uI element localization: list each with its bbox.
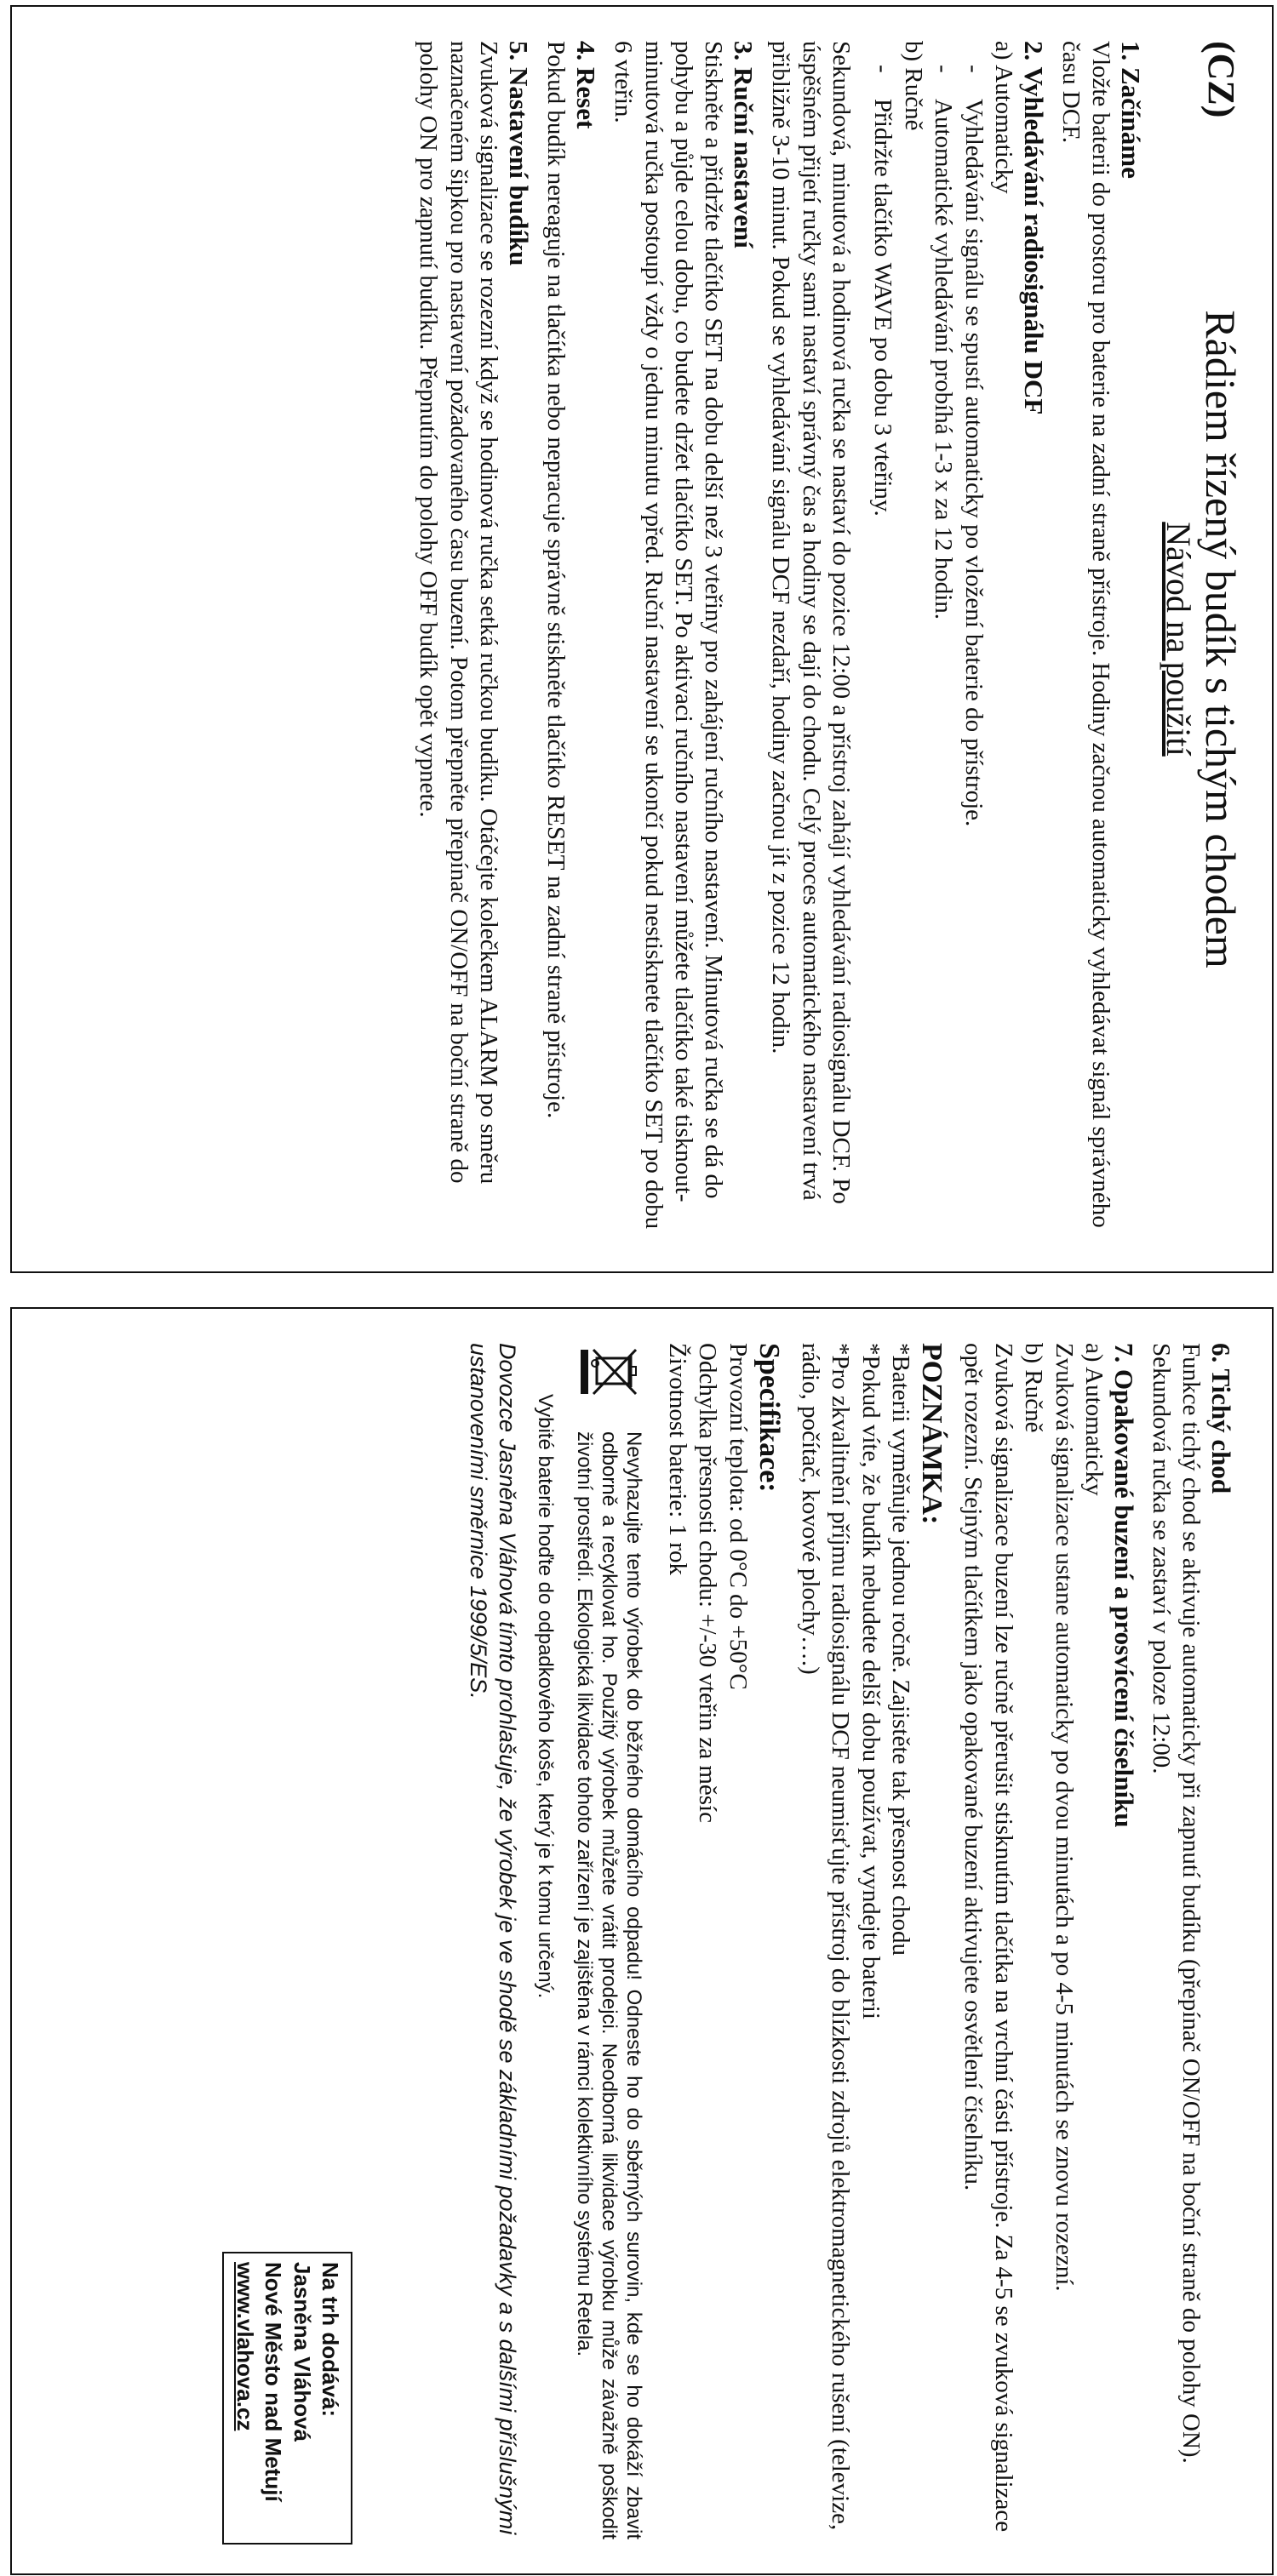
language-label: (CZ) (1200, 41, 1242, 118)
section-text: Zvuková signalizace buzení lze ručně přerušit stisknutím tlačítka na vrchní části přístroje. Za 4-5 se zvuková signalizace opět rozezní. Stejným tlačítkem jako opakované buzení aktivujete osvětlení číselníku. (959, 1343, 1017, 2533)
subsection-label: b) Ručně (1020, 1343, 1048, 1433)
section-text: Zvuková signalizace se rozezní když se hodinová ručka setká ručkou budíku. Otáčejte kolečkem ALARM po směru naznačeném šipkou pro nastavení požadovaného času buzení. Potom přepněte přepínač ON/OFF na boční straně do polohy ON pro zapnutí budíku. Přepnutím do polohy OFF budík opět vypnete. (415, 41, 503, 1185)
section-text: Pokud budík nereaguje na tlačítka nebo nepracuje správně stiskněte tlačítko RESET na zadní straně přístroje. (542, 41, 570, 1119)
note-item: *Pokud víte, že budík nebudete delší dobu používat, vyndejte baterii (856, 1343, 885, 2019)
document-title: Rádiem řízený budík s tichým chodem (1197, 310, 1245, 968)
spec-item: Odchylka přesnosti chodu: +/-30 vteřin za měsíc (694, 1343, 722, 1823)
document-subtitle: Návod na použití (1160, 522, 1198, 757)
section-text: Funkce tichý chod se aktivuje automaticky při zapnutí budíku (přepínač ON/OFF na boční straně do polohy ON). Sekundová ručka se zastaví v poloze 12:00. (1147, 1343, 1205, 2464)
supplier-line: Na trh dodává: (318, 2262, 343, 2418)
conformity-declaration: Dovozce Jasněna Vláhová tímto prohlašuje, že výrobek je ve shodě se základními požadavky a s dalšími příslušnými ustanoveními směrnice 1999/5/ES. (465, 1343, 520, 2535)
section-heading: 4. Reset (570, 41, 601, 129)
supplier-line: Nové Město nad Metují (261, 2262, 287, 2502)
supplier-line: Jasněna Vláhová (289, 2262, 315, 2442)
spec-heading: Specifikace: (753, 1343, 785, 1493)
note-item: *Pro zkvalitnění příjmu radiosignálu DCF neumisťujte přístroj do blízkosti zdrojů elektromagnetického rušení (televize, rádio, počítač, kovové plochy….) (796, 1343, 855, 2531)
disposal-block (572, 1343, 647, 2539)
instruction-panel-bottom (10, 1307, 1274, 2575)
section-heading: 7. Opakované buzení a prosvícení číselníku (1108, 1343, 1139, 1828)
battery-disposal-text: Vybité baterie hoďte do odpadkového koše, který je k tomu určený. (533, 1394, 557, 1999)
subsection-label: a) Automaticky (989, 41, 1017, 194)
note-heading: POZNÁMKA: (916, 1343, 948, 1525)
spec-item: Životnost baterie: 1 rok (663, 1343, 691, 1576)
section-heading: 2. Vyhledávání radiosignálu DCF (1018, 41, 1049, 415)
section-text: Vložte baterii do prostoru pro baterie na zadní straně přístroje. Hodiny začnou automaticky vyhledávat signál správného času DCF. (1057, 41, 1115, 1228)
disposal-text: Nevyhazujte tento výrobek do běžného domácího odpadu! Odneste ho do sběrných surovin, kde se ho dokáží zbavit odborně a recyklovat ho. Použitý výrobek můžete vrátit prodejci. Neodborná likvidace výrobku může závažně poškodit životní prostředí. Ekologická likvidace tohoto zařízení je zajištěna v rámci kolektivního systému Retela. (572, 1431, 646, 2539)
list-item: -Vyhledávání signálu se spustí automaticky po vložení baterie do přístroje. (959, 65, 988, 827)
crossed-bin-icon (580, 1346, 639, 1397)
section-heading: 5. Nastavení budíku (503, 41, 534, 266)
list-item: -Přidržte tlačítko WAVE po dobu 3 vteřiny. (869, 65, 897, 517)
section-text: Zvuková signalizace ustane automaticky po dvou minutách a po 4-5 minutách se znovu rozezní. (1050, 1343, 1078, 2292)
section-text: Stiskněte a přidržte tlačítko SET na dobu delší než 3 vteřiny pro zahájení ručního nastavení. Minutová ručka se dá do pohybu a půjde celou dobu, co budete držet tlačítko SET. Po aktivaci ručního nastavení můžete tlačítko také tisknout- minutová ručka postoupí vždy o jednu minutu vpřed. Ruční nastavení se ukončí pokud nestisknete tlačítko SET po dobu 6 vteřin. (610, 41, 728, 1230)
page-rotated (12, 1309, 1272, 2573)
section-heading: 3. Ruční nastavení (728, 41, 759, 248)
supplier-url-link[interactable]: www.vlahova.cz (232, 2262, 259, 2431)
subsection-label: b) Ručně (899, 41, 927, 131)
supplier-box (222, 2252, 352, 2545)
section-text: Sekundová, minutová a hodinová ručka se nastaví do pozice 12:00 a přístroj zahájí vyhledávání radiosignálu DCF. Po úspěšném přijetí ručky sami nastaví správný čas a hodiny se dají do chodu. Celý proces automatického nastavení trvá přibližně 3-10 minut. Pokud se vyhledávání signálu DCF nezdaří, hodiny začnou jít z pozice 12 hodin. (767, 41, 856, 1204)
list-item: -Automatické vyhledávání probíhá 1-3 x za 12 hodin. (930, 65, 958, 620)
section-heading: 1. Začínáme (1116, 41, 1146, 179)
note-item: *Baterii vyměňujte jednou ročně. Zajistěte tak přesnost chodu (887, 1343, 915, 1956)
instruction-panel-top (10, 5, 1274, 1273)
spec-item: Provozní teplota: od 0°C do +50°C (724, 1343, 752, 1690)
subsection-label: a) Automaticky (1079, 1343, 1108, 1496)
section-heading: 6. Tichý chod (1206, 1343, 1236, 1494)
page-rotated (12, 7, 1272, 1271)
